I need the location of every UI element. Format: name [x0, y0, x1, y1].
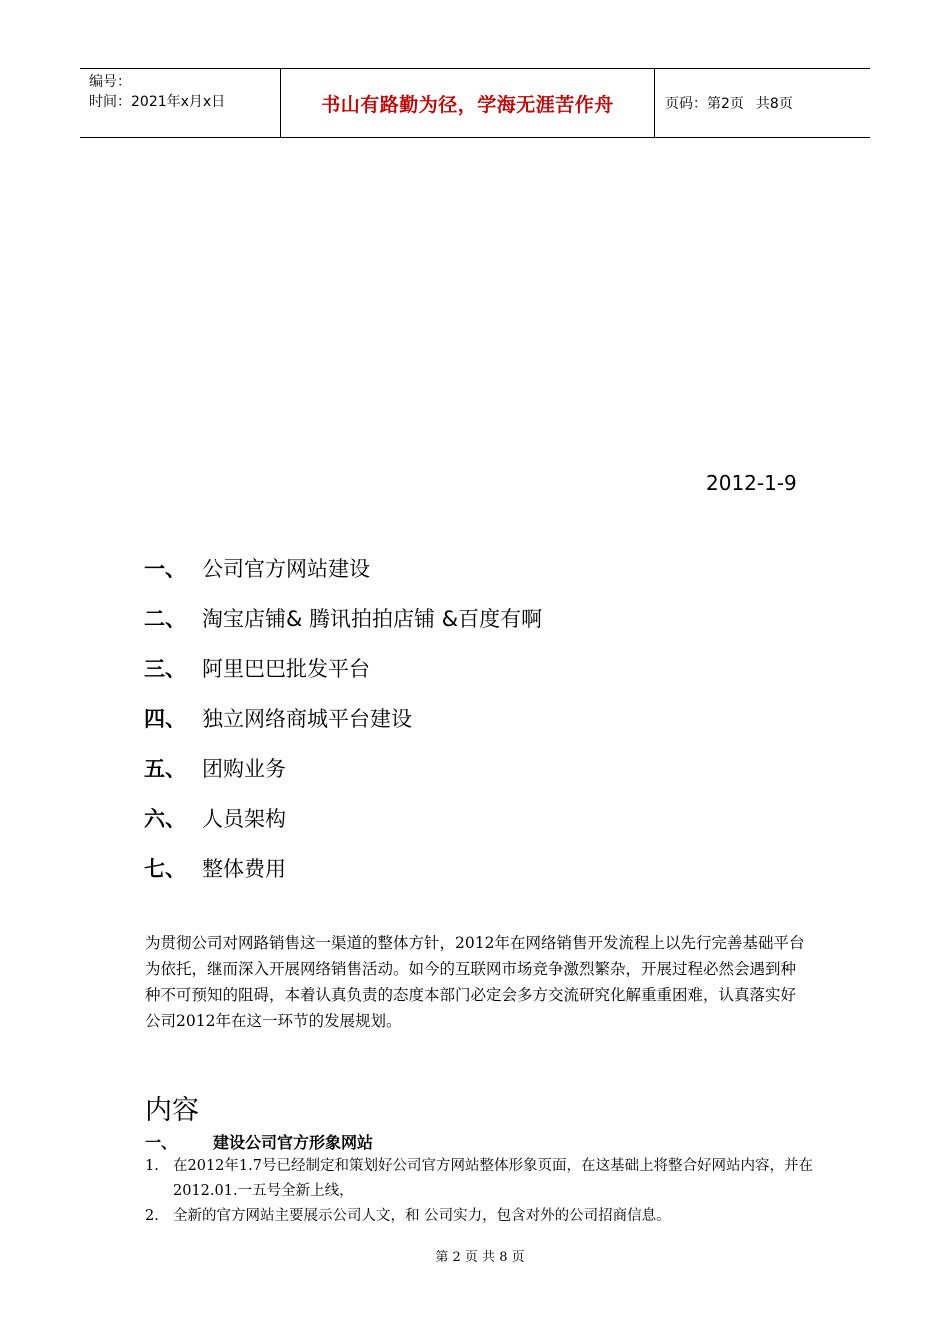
- section-list: [145, 1154, 815, 1229]
- list-item-text: 在2012年1.7号已经制定和策划好公司官方网站整体形象页面，在这基础上将整合好网站内容，并在2012.01.一五号全新上线，: [173, 1158, 813, 1199]
- page-header: [80, 68, 870, 138]
- list-item: [145, 1204, 815, 1229]
- time-label: 时间：2021年x月x日: [89, 94, 226, 110]
- toc-label: 公司官方网站建设: [202, 557, 370, 581]
- header-page-info: [655, 69, 870, 137]
- page-label-total: 共8页: [755, 96, 793, 112]
- toc-number: 三、: [144, 657, 186, 681]
- toc-label: 独立网络商城平台建设: [202, 707, 412, 731]
- toc-number: 五、: [144, 757, 186, 781]
- toc-item: [144, 643, 542, 693]
- table-of-contents: [144, 543, 542, 893]
- page-label-current: 页码：第2页: [665, 96, 744, 112]
- toc-label: 团购业务: [202, 757, 286, 781]
- header-motto: 书山有路勤为径，学海无涯苦作舟: [321, 93, 614, 116]
- section-heading: [145, 1130, 373, 1153]
- section-title: 建设公司官方形象网站: [213, 1133, 374, 1152]
- list-item-text: 全新的官方网站主要展示公司人文，和 公司实力，包含对外的公司招商信息。: [173, 1208, 671, 1224]
- toc-item: [144, 843, 542, 893]
- toc-number: 七、: [144, 857, 186, 881]
- intro-paragraph: 为贯彻公司对网路销售这一渠道的整体方针，2012年在网络销售开发流程上以先行完善基础平台为依托，继而深入开展网络销售活动。如今的互联网市场竞争激烈繁杂，开展过程必然会遇到种种不可预知的阻碍，本着认真负责的态度本部门必定会多方交流研究化解重重困难，认真落实好公司2012年在这一环节的发展规划。: [145, 934, 805, 1030]
- page-footer: 第 2 页 共 8 页: [435, 1250, 525, 1265]
- toc-label: 人员架构: [202, 807, 286, 831]
- header-meta: [80, 69, 281, 137]
- toc-label: 淘宝店铺& 腾讯拍拍店铺 &百度有啊: [202, 607, 543, 631]
- toc-label: 整体费用: [202, 857, 286, 881]
- toc-number: 一、: [144, 557, 186, 581]
- toc-label: 阿里巴巴批发平台: [202, 657, 370, 681]
- toc-item: [144, 743, 542, 793]
- list-item: [145, 1154, 815, 1204]
- content-title: 内容: [145, 1095, 199, 1126]
- toc-number: 四、: [144, 707, 186, 731]
- toc-number: 六、: [144, 807, 186, 831]
- number-label: 编号：: [89, 74, 131, 90]
- toc-item: [144, 793, 542, 843]
- section-number: 一、: [145, 1133, 178, 1152]
- toc-item: [144, 593, 542, 643]
- toc-item: [144, 543, 542, 593]
- header-motto-cell: [281, 69, 655, 137]
- list-item-number: 1.: [145, 1158, 159, 1174]
- list-item-number: 2.: [145, 1208, 159, 1224]
- document-date: 2012-1-9: [706, 471, 797, 495]
- toc-number: 二、: [144, 607, 186, 631]
- toc-item: [144, 693, 542, 743]
